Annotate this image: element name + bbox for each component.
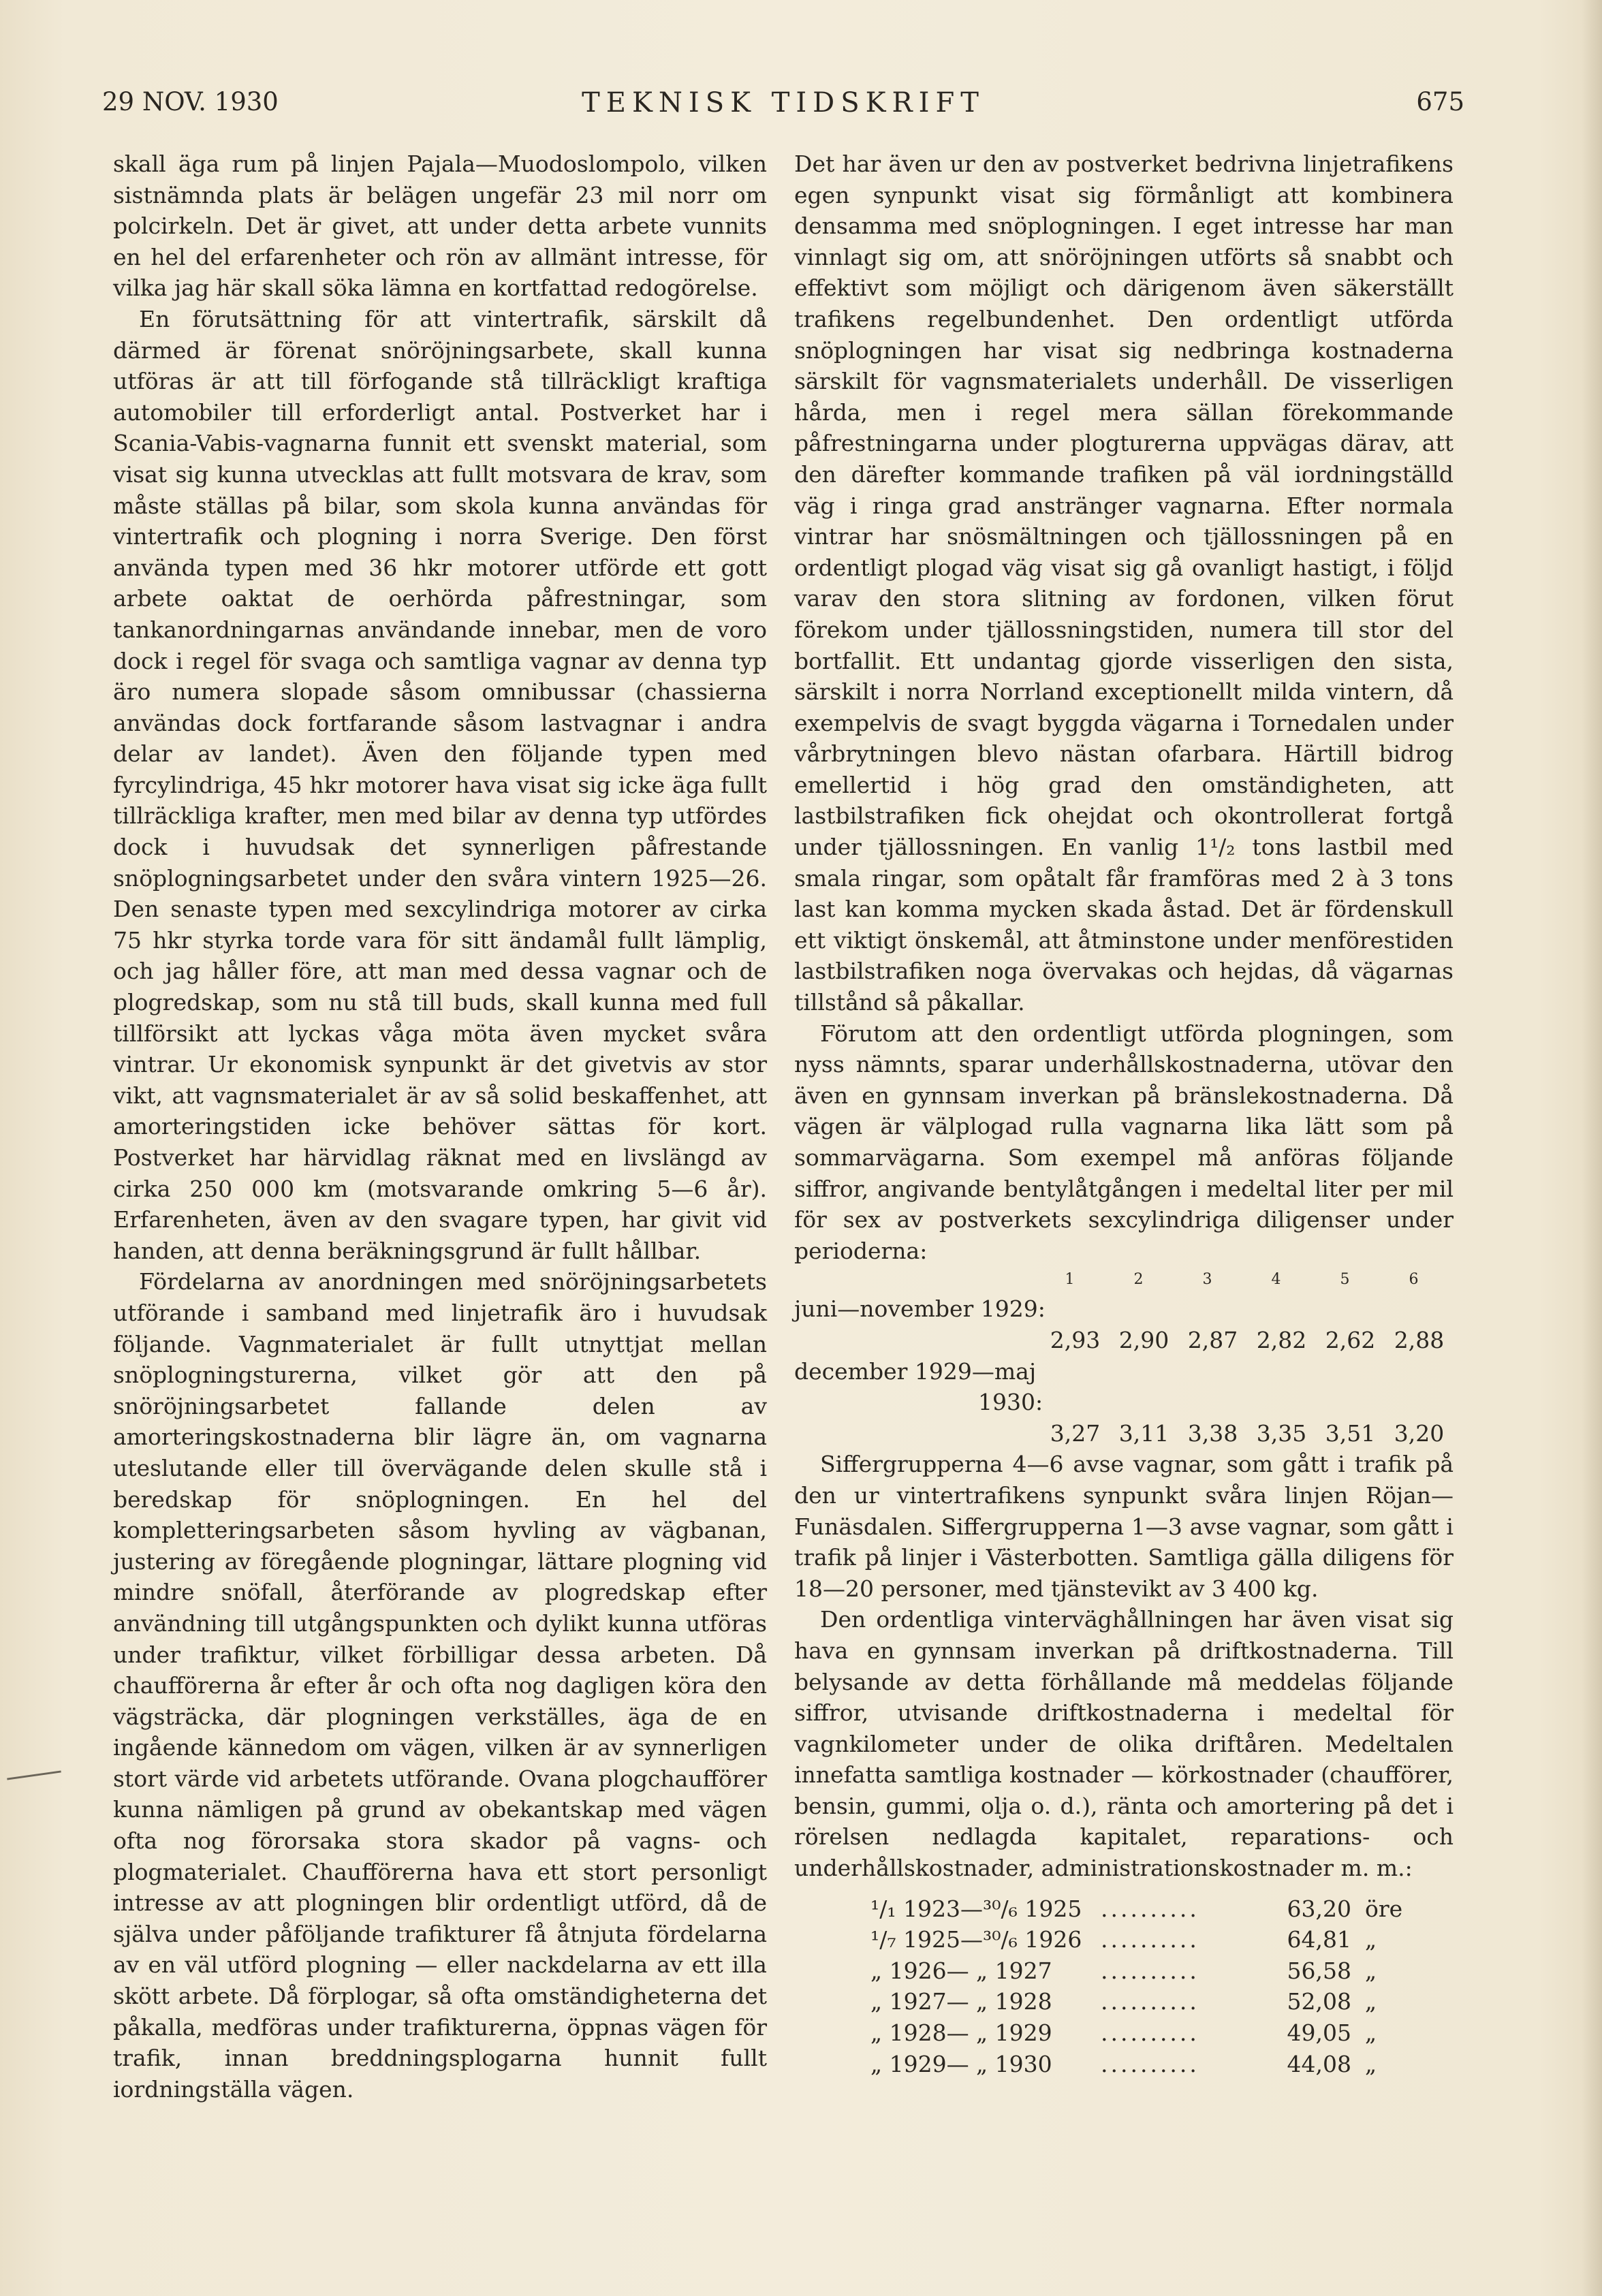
table-cell: 2,62 bbox=[1325, 1326, 1376, 1353]
paragraph: skall äga rum på linjen Pajala—Muodoslompolo, vilken sistnämnda plats är belägen ungefär 23 mil norr om polcirkeln. Det är givet, att under detta arbete vunnits en hel del erfarenheter och rön av allmänt intresse, för vilka jag här skall söka lämna en kortfattad redogörelse. bbox=[113, 151, 767, 302]
table-row bbox=[794, 2017, 1454, 2049]
cost-unit: öre bbox=[1365, 1895, 1403, 1922]
page-number: 675 bbox=[1416, 87, 1464, 116]
cost-period: „ 1928— „ 1929 bbox=[870, 2019, 1052, 2047]
issue-date: 29 NOV. 1930 bbox=[102, 87, 279, 116]
paragraph: En förutsättning för att vintertrafik, särskilt då därmed är förenat snöröjningsarbete, skall kunna utföras är att till förfogande stå tillräckligt kraftiga automobiler till erforderligt antal. Postverket har i Scania-Vabis-vagnarna funnit ett svenskt material, som visat sig kunna utvecklas att fullt motsvara de krav, som måste ställas på bilar, som skola kunna användas för vintertrafik och plogning i norra Sverige. Den först använda typen med 36 hkr motorer utförde ett gott arbete oaktat de oerhörda påfrestningar, som tankanordningarnas användande innebar, men de voro dock i regel för svaga och samtliga vagnar av denna typ äro numera slopade såsom omnibussar (chassierna användas dock fortfarande såsom lastvagnar i andra delar av landet). Även den följande typen med fyrcylindriga, 45 hkr motorer hava visat sig icke äga fullt tillräckliga krafter, men med bilar av denna typ utfördes dock i huvudsak det synnerligen påfrestande snöplogningsarbetet under den svåra vintern 1925—26. Den senaste typen med sexcylindriga motorer av cirka 75 hkr styrka torde vara för sitt ändamål fullt lämplig, och jag håller före, att man med dessa vagnar och de plogredskap, som nu stå till buds, skall kunna med full tillförsikt att lyckas våga möta även mycket svåra vintrar. Ur ekonomisk synpunkt är det givetvis av stor vikt, att vagnsmaterialet är av så solid beskaffenhet, att amorteringstiden icke behöver sättas för kort. Postverket har härvidlag räknat med en livslängd av cirka 250 000 km (motsvarande omkring 5—6 år). Erfarenheten, även av den svagare typen, har givit vid handen, att denna beräkningsgrund är fullt hållbar. bbox=[113, 305, 767, 1264]
table-cell: 2,88 bbox=[1394, 1326, 1445, 1353]
leader-dots: .......... bbox=[1101, 2019, 1199, 2047]
leader-dots: .......... bbox=[1101, 1957, 1199, 1984]
table-cell: 3,11 bbox=[1118, 1419, 1169, 1447]
cost-unit: „ bbox=[1365, 2019, 1377, 2047]
table-row bbox=[794, 1924, 1454, 1955]
cost-amount: 63,20 bbox=[1287, 1895, 1351, 1922]
page-edge-shadow bbox=[1582, 0, 1602, 2296]
paragraph: Fördelarna av anordningen med snöröjningsarbetets utförande i samband med linjetrafik äro i huvudsak följande. Vagnmaterialet är fullt utnyttjat mellan snöplogningsturerna, vilket gör att den på snöröjningsarbetet fallande delen av amorteringskostnaderna blir lägre än, om vagnarna uteslutande eller till övervägande delen skulle stå i beredskap för snöplogningen. En hel del kompletteringsarbeten såsom hyvling av vägbanan, justering av föregående plogningar, lättare plogning vid mindre snöfall, återförande av plogredskap efter användning till utgångspunkten och dylikt kunna utföras under trafiktur, vilket förbilligar dessa arbeten. Då chaufförerna år efter år och ofta nog dagligen köra den vägsträcka, där plogningen verkställes, äga de en ingående kännedom om vägen, vilken är av synnerligen stort värde vid arbetets utförande. Ovana plogchaufförer kunna nämligen på grund av obekantskap med vägen ofta nog förorsaka stora skador på vagns- och plogmaterialet. Chaufförerna hava ett stort personligt intresse av att plogningen blir ordentligt utförd, då de själva under påföljande trafikturer få åtnjuta fördelarna av en väl utförd plogning — eller nackdelarna av ett illa skött arbete. Då förplogar, så ofta omständigheterna det påkalla, medföras under trafikturerna, öppnas vägen för trafik, innan breddningsplogarna hunnit fullt iordningställa vägen. bbox=[113, 1268, 767, 2103]
leader-dots: .......... bbox=[1101, 1926, 1199, 1953]
cost-unit: „ bbox=[1365, 1957, 1377, 1984]
cost-amount: 44,08 bbox=[1287, 2050, 1351, 2077]
row-label: juni—november 1929: bbox=[794, 1295, 1046, 1323]
cost-unit: „ bbox=[1365, 1926, 1377, 1953]
cost-amount: 52,08 bbox=[1287, 1988, 1351, 2015]
paragraph: Siffergrupperna 4—6 avse vagnar, som gått i trafik på den ur vintertrafikens synpunkt svåra linjen Röjan—Funäsdalen. Siffergrupperna 1—3 avse vagnar, som gått i trafik på linjer i Västerbotten. Samtliga gälla diligens för 18—20 personer, med tjänstevikt av 3 400 kg. bbox=[794, 1451, 1454, 1602]
leader-dots: .......... bbox=[1101, 2050, 1199, 2077]
cost-period: „ 1927— „ 1928 bbox=[870, 1988, 1052, 2015]
table-row bbox=[794, 1955, 1454, 1987]
cost-unit: „ bbox=[1365, 1988, 1377, 2015]
row-label-continued: 1930: bbox=[978, 1389, 1043, 1416]
column-header: 5 bbox=[1340, 1271, 1350, 1289]
table-cell: 3,35 bbox=[1256, 1419, 1307, 1447]
table-cell: 3,51 bbox=[1325, 1419, 1376, 1447]
leader-dots: .......... bbox=[1101, 1988, 1199, 2015]
table-cell: 2,82 bbox=[1256, 1326, 1307, 1353]
column-header: 3 bbox=[1202, 1271, 1212, 1289]
cost-unit: „ bbox=[1365, 2050, 1377, 2077]
left-column bbox=[113, 148, 767, 2105]
cost-amount: 56,58 bbox=[1287, 1957, 1351, 1984]
cost-period: „ 1929— „ 1930 bbox=[870, 2050, 1052, 2077]
paragraph: Förutom att den ordentligt utförda plogningen, som nyss nämnts, sparar underhållskostnaderna, utövar den även en gynnsam inverkan på bränslekostnaderna. Då vägen är välplogad rulla vagnarna lika lätt som på sommarvägarna. Som exempel må anföras följande siffror, angivande bentylåtgången i medeltal liter per mil för sex av postverkets sexcylindriga diligenser under perioderna: bbox=[794, 1020, 1454, 1264]
table-cell: 3,27 bbox=[1050, 1419, 1101, 1447]
leader-dots: .......... bbox=[1101, 1895, 1199, 1922]
paragraph: Den ordentliga vinterväghållningen har även visat sig hava en gynnsam inverkan på driftkostnaderna. Till belysande av detta förhållande må meddelas följande siffror, utvisande driftkostnaderna i medeltal för vagnkilometer under de olika driftåren. Medeltalen innefatta samtliga kostnader — körkostnader (chaufförer, bensin, gummi, olja o. d.), ränta och amortering på det i rörelsen nedlagda kapitalet, reparations- och underhållskostnader, administrationskostnader m. m.: bbox=[794, 1606, 1454, 1882]
row-values bbox=[1041, 1418, 1454, 1449]
table-row bbox=[794, 1387, 1454, 1418]
fuel-table-header bbox=[794, 1266, 1454, 1293]
column-header: 4 bbox=[1271, 1271, 1281, 1289]
paragraph: Det har även ur den av postverket bedrivna linjetrafikens egen synpunkt visat sig förmånligt att kombinera densamma med snöplogningen. I eget intresse har man vinnlagt sig om, att snöröjningen utförts så snabbt och effektivt som möjligt och därigenom även säkerställt trafikens regelbundenhet. Den ordentligt utförda snöplogningen har visat sig nedbringa kostnaderna särskilt för vagnsmaterialets underhåll. De visserligen hårda, men i regel mera sällan förekommande påfrestningarna under plogturerna uppvägas därav, att den därefter kommande trafiken på väl iordningställd väg i ringa grad anstränger vagnarna. Efter normala vintrar har snösmältningen och tjällossningen på en ordentligt plogad väg visat sig gå ovanligt hastigt, i följd varav den stora slitning av fordonen, vilken förut förekom under tjällossningstiden, numera till stor del bortfallit. Ett undantag gjorde visserligen den sista, särskilt i norra Norrland exceptionellt milda vintern, då exempelvis de svagt byggda vägarna i Tornedalen under vårbrytningen blevo nästan ofarbara. Härtill bidrog emellertid i hög grad den omständigheten, att lastbilstrafiken fick ohejdat och okontrollerat fortgå under tjällossningen. En vanlig 1¹/₂ tons lastbil med smala ringar, som opåtalt får framföras med 2 à 3 tons last kan komma mycken skada åstad. Det är fördenskull ett viktigt önskemål, att åtminstone under menförestiden lastbilstrafiken noga övervakas och hejdas, då vägarnas tillstånd så påkallar. bbox=[794, 151, 1454, 1016]
row-label: december 1929—maj bbox=[794, 1357, 1037, 1385]
table-row bbox=[794, 1893, 1454, 1925]
table-cell: 2,90 bbox=[1118, 1326, 1169, 1353]
table-cell: 3,20 bbox=[1394, 1419, 1445, 1447]
table-row bbox=[794, 1418, 1454, 1449]
fuel-consumption-table bbox=[794, 1266, 1454, 1449]
table-row bbox=[794, 2049, 1454, 2080]
cost-period: ¹/₁ 1923—³⁰/₆ 1925 bbox=[870, 1895, 1082, 1922]
margin-pencil-mark bbox=[7, 1770, 61, 1780]
cost-period: ¹/₇ 1925—³⁰/₆ 1926 bbox=[870, 1926, 1082, 1953]
table-cell: 3,38 bbox=[1187, 1419, 1238, 1447]
column-header: 2 bbox=[1133, 1271, 1144, 1289]
table-row bbox=[794, 1986, 1454, 2017]
column-header: 1 bbox=[1065, 1271, 1075, 1289]
journal-title: TEKNISK TIDSKRIFT bbox=[582, 87, 985, 119]
right-column bbox=[794, 148, 1454, 2079]
row-values bbox=[1041, 1325, 1454, 1356]
cost-period: „ 1926— „ 1927 bbox=[870, 1957, 1052, 1984]
cost-amount: 64,81 bbox=[1287, 1926, 1351, 1953]
table-row bbox=[794, 1293, 1454, 1325]
table-row bbox=[794, 1325, 1454, 1356]
table-cell: 2,93 bbox=[1050, 1326, 1101, 1353]
table-row bbox=[794, 1356, 1454, 1387]
column-header: 6 bbox=[1409, 1271, 1419, 1289]
cost-amount: 49,05 bbox=[1287, 2019, 1351, 2047]
table-cell: 2,87 bbox=[1187, 1326, 1238, 1353]
operating-cost-table bbox=[794, 1893, 1454, 2080]
running-header bbox=[102, 87, 1464, 128]
